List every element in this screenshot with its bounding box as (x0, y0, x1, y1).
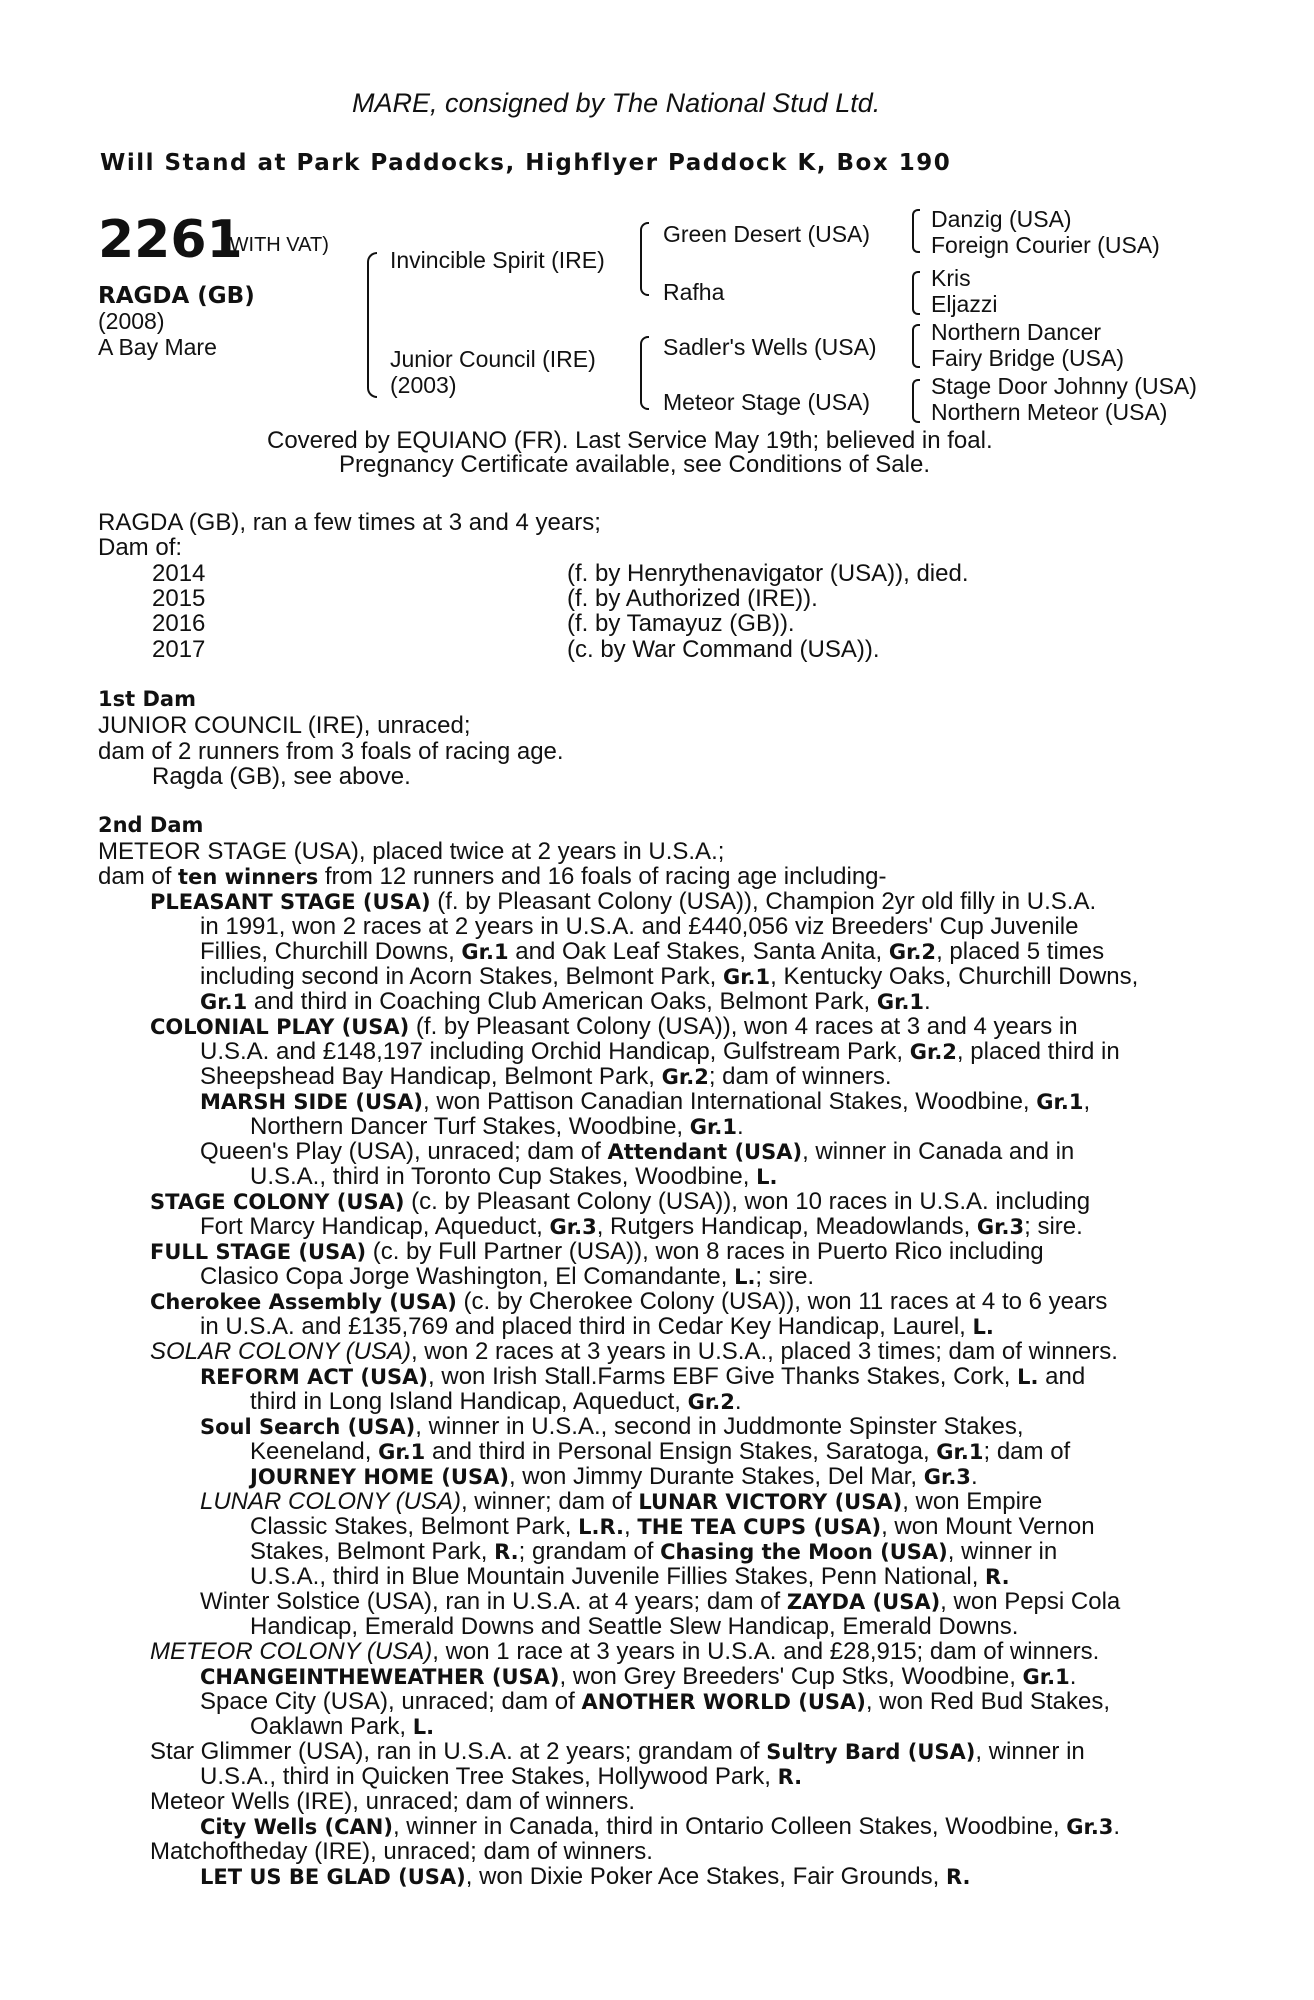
grade: L. (734, 1265, 756, 1289)
grade: Gr.3 (976, 1215, 1025, 1239)
horse-name: RAGDA (GB) (98, 283, 255, 309)
text: . (736, 1113, 744, 1140)
entry-line (200, 1089, 1090, 1115)
horse-name: MARSH SIDE (USA) (200, 1090, 423, 1114)
pedigree-ddd: Northern Meteor (USA) (931, 399, 1168, 425)
horse-name: Chasing the Moon (USA) (660, 1540, 948, 1564)
entry-line (200, 1814, 1120, 1840)
horse-name: PLEASANT STAGE (USA) (150, 890, 431, 914)
text: . (734, 1388, 742, 1415)
horse-name: Sultry Bard (USA) (766, 1740, 976, 1764)
produce-year: 2015 (152, 585, 206, 612)
entry-line (250, 1514, 1095, 1540)
horse-name: LUNAR VICTORY (USA) (638, 1490, 903, 1514)
text: , placed third in (956, 1038, 1120, 1065)
entry-line (150, 889, 1096, 915)
entry-line (150, 1239, 1044, 1265)
pedigree-sire: Invincible Spirit (IRE) (390, 247, 605, 273)
entry-line (250, 1439, 1070, 1465)
pedigree-brace-3b (912, 271, 920, 315)
pregnancy-line: Pregnancy Certificate available, see Conditions of Sale. (339, 451, 930, 478)
text: and Oak Leaf Stakes, Santa Anita, (508, 938, 889, 965)
pedigree-ssd: Foreign Courier (USA) (931, 232, 1160, 258)
entry-line (250, 1539, 1057, 1565)
text: , winner in Canada, third in Ontario Colleen Stakes, Woodbine, (392, 1813, 1067, 1840)
entry-line (250, 1714, 434, 1740)
text: , won Red Bud Stakes, (865, 1688, 1110, 1715)
entry-line (200, 1139, 1074, 1165)
text: , placed 5 times (936, 938, 1105, 965)
text: (c. by Pleasant Colony (USA)), won 10 races in U.S.A. including (404, 1188, 1091, 1215)
grade: R. (494, 1540, 519, 1564)
stand-location: Will Stand at Park Paddocks, Highflyer Paddock K, Box 190 (100, 150, 952, 176)
pedigree-dam-sire: Sadler's Wells (USA) (663, 334, 877, 360)
text: (f. by Pleasant Colony (USA)), won 4 races at 3 and 4 years in (409, 1013, 1078, 1040)
entry-line (200, 1314, 994, 1340)
text: , Kentucky Oaks, Churchill Downs, (770, 963, 1139, 990)
horse-name: ANOTHER WORLD (USA) (581, 1690, 866, 1714)
text: U.S.A. and £148,197 including Orchid Handicap, Gulfstream Park, (200, 1038, 910, 1065)
grade: Gr.1 (689, 1115, 737, 1139)
grade: Gr.1 (722, 965, 771, 989)
grade: Gr.2 (661, 1065, 709, 1089)
second-dam-line: METEOR STAGE (USA), placed twice at 2 years in U.S.A.; (98, 838, 725, 865)
entry-line (200, 1764, 802, 1790)
text: , (1083, 1088, 1091, 1115)
vat-label: (WITH VAT) (223, 234, 329, 256)
text: ; sire. (755, 1263, 815, 1290)
grade: L. (756, 1165, 778, 1189)
grade: Gr.2 (909, 1040, 957, 1064)
text: U.S.A., third in Toronto Cup Stakes, Woodbine, (250, 1163, 757, 1190)
text: Keeneland, (250, 1438, 379, 1465)
entry-line (250, 1389, 742, 1415)
grade: Gr.1 (936, 1440, 984, 1464)
first-dam-line: dam of 2 runners from 3 foals of racing age. (98, 738, 564, 765)
entry-line (200, 1489, 1042, 1515)
pedigree-brace-dam (640, 336, 649, 410)
text: , won 1 race at 3 years in U.S.A. and £28,915; dam of winners. (432, 1638, 1100, 1665)
text: ; dam of winners. (708, 1063, 892, 1090)
entry-line: Handicap, Emerald Downs and Seattle Slew Handicap, Emerald Downs. (250, 1613, 1019, 1640)
produce-year: 2016 (152, 610, 206, 637)
text: and third in Personal Ensign Stakes, Saratoga, (425, 1438, 937, 1465)
entry-line (150, 1739, 1085, 1765)
text: Classic Stakes, Belmont Park, (250, 1513, 579, 1540)
first-dam-heading: 1st Dam (98, 687, 196, 711)
pedigree-sss: Danzig (USA) (931, 206, 1072, 232)
text: , won Empire (902, 1488, 1043, 1515)
entry-line (150, 1014, 1078, 1040)
text: , won Mount Vernon (881, 1513, 1095, 1540)
text: Fort Marcy Handicap, Aqueduct, (200, 1213, 550, 1240)
text: . (970, 1463, 978, 1490)
grade: Gr.1 (1022, 1665, 1070, 1689)
grade: Gr.1 (1036, 1090, 1084, 1114)
text: (f. by Pleasant Colony (USA)), Champion 2yr old filly in U.S.A. (430, 888, 1097, 915)
horse-name: REFORM ACT (USA) (200, 1365, 429, 1389)
pedigree-sds: Kris (931, 265, 971, 291)
text: Sheepshead Bay Handicap, Belmont Park, (200, 1063, 662, 1090)
horse-name: Soul Search (USA) (200, 1415, 416, 1439)
produce-text: (f. by Henrythenavigator (USA)), died. (567, 560, 969, 587)
entry-line (200, 1864, 971, 1890)
first-dam-line: JUNIOR COUNCIL (IRE), unraced; (98, 712, 471, 739)
entry-line (200, 1264, 814, 1290)
text: , won Pepsi Cola (940, 1588, 1121, 1615)
entry-line (250, 1164, 777, 1190)
entry-line (150, 1639, 1099, 1664)
text: , winner in Canada and in (802, 1138, 1075, 1165)
horse-year: (2008) (98, 308, 165, 334)
grade: R. (777, 1765, 803, 1789)
grade: Gr.1 (378, 1440, 426, 1464)
text: Space City (USA), unraced; dam of (200, 1688, 582, 1715)
entry-line (150, 1289, 1107, 1315)
grade: R. (945, 1865, 971, 1889)
entry-line (200, 939, 1104, 965)
text: Stakes, Belmont Park, (250, 1538, 495, 1565)
text: , won Jimmy Durante Stakes, Del Mar, (508, 1463, 924, 1490)
entry-line (200, 1689, 1110, 1715)
text: (c. by Cherokee Colony (USA)), won 11 races at 4 to 6 years (456, 1288, 1108, 1315)
grade: Gr.2 (888, 940, 937, 964)
text: . (1113, 1813, 1121, 1840)
text: , won Irish Stall.Farms EBF Give Thanks Stakes, Cork, (428, 1363, 1018, 1390)
text: , winner in (947, 1538, 1058, 1565)
produce-text: (f. by Authorized (IRE)). (567, 585, 818, 612)
covered-line: Covered by EQUIANO (FR). Last Service May 19th; believed in foal. (267, 427, 993, 454)
pedigree-dam-dam: Meteor Stage (USA) (663, 389, 871, 415)
second-dam-line (98, 864, 887, 890)
text: , (624, 1513, 638, 1540)
second-dam-heading: 2nd Dam (98, 813, 204, 837)
text: (c. by Full Partner (USA)), won 8 races in Puerto Rico including (366, 1238, 1044, 1265)
pedigree-dam-year: (2003) (390, 372, 457, 398)
horse-name: METEOR COLONY (USA) (150, 1638, 433, 1665)
text: ; sire. (1024, 1213, 1083, 1240)
pedigree-brace-3a (912, 209, 920, 253)
text: . (1069, 1663, 1077, 1690)
text: , won 2 races at 3 years in U.S.A., placed 3 times; dam of winners. (410, 1338, 1118, 1365)
entry-line: Matchoftheday (IRE), unraced; dam of winners. (150, 1838, 653, 1865)
entry-line (200, 1664, 1076, 1690)
horse-name: Attendant (USA) (607, 1140, 803, 1164)
horse-name: LET US BE GLAD (USA) (200, 1865, 466, 1889)
horse-name: JOURNEY HOME (USA) (250, 1465, 509, 1489)
pedigree-brace-sire (640, 222, 649, 296)
pedigree-dss: Northern Dancer (931, 319, 1102, 345)
text: U.S.A., third in Blue Mountain Juvenile Fillies Stakes, Penn National, (250, 1563, 986, 1590)
entry-line: Meteor Wells (IRE), unraced; dam of winners. (150, 1788, 636, 1815)
text: , won Dixie Poker Ace Stakes, Fair Grounds, (465, 1863, 946, 1890)
first-dam-line: Ragda (GB), see above. (152, 763, 411, 790)
text: , Rutgers Handicap, Meadowlands, (596, 1213, 977, 1240)
text: Star Glimmer (USA), ran in U.S.A. at 2 years; grandam of (150, 1738, 767, 1765)
pedigree-sire-dam: Rafha (663, 279, 725, 305)
pedigree-dam: Junior Council (IRE) (390, 346, 596, 372)
entry-line (150, 1339, 1118, 1364)
pedigree-brace-3c (912, 324, 920, 368)
lot-number: 2261 (98, 210, 243, 270)
text: including second in Acorn Stakes, Belmont Park, (200, 963, 723, 990)
text: Queen's Play (USA), unraced; dam of (200, 1138, 608, 1165)
horse-name: ZAYDA (USA) (786, 1590, 941, 1614)
grade: Gr.3 (549, 1215, 597, 1239)
text: Northern Dancer Turf Stakes, Woodbine, (250, 1113, 690, 1140)
entry-line (200, 1414, 1024, 1440)
grade: Gr.3 (923, 1465, 971, 1489)
pedigree-sire-sire: Green Desert (USA) (663, 221, 871, 247)
entry-line (200, 1589, 1120, 1615)
text: from 12 runners and 16 foals of racing age including- (318, 863, 887, 890)
text: and third in Coaching Club American Oaks, Belmont Park, (247, 988, 877, 1015)
horse-name: SOLAR COLONY (USA) (150, 1338, 411, 1365)
horse-name: THE TEA CUPS (USA) (637, 1515, 882, 1539)
grade: Gr.2 (687, 1390, 735, 1414)
entry-line (200, 989, 931, 1015)
grade: Gr.1 (200, 990, 248, 1014)
produce-text: (f. by Tamayuz (GB)). (567, 610, 795, 637)
grade: L. (1017, 1365, 1039, 1389)
entry-line (200, 964, 1138, 990)
text: ; grandam of (518, 1538, 661, 1565)
horse-description: A Bay Mare (98, 334, 217, 360)
grade: Gr.1 (461, 940, 509, 964)
produce-intro: RAGDA (GB), ran a few times at 3 and 4 years; (98, 509, 601, 536)
entry-line (200, 1039, 1120, 1065)
horse-name: FULL STAGE (USA) (150, 1240, 367, 1264)
entry-line (200, 1364, 1085, 1390)
pedigree-dds: Stage Door Johnny (USA) (931, 373, 1197, 399)
entry-line (150, 1189, 1090, 1215)
text: . (924, 988, 931, 1015)
grade: L. (972, 1315, 994, 1339)
ten-winners: ten winners (178, 865, 319, 889)
entry-line (200, 1214, 1083, 1240)
grade: L.R. (578, 1515, 625, 1539)
text: Oaklawn Park, (250, 1713, 413, 1740)
text: and (1038, 1363, 1086, 1390)
grade: R. (985, 1565, 1010, 1589)
horse-name: CHANGEINTHEWEATHER (USA) (200, 1665, 560, 1689)
text: ; dam of (983, 1438, 1071, 1465)
horse-name: LUNAR COLONY (USA) (200, 1488, 461, 1515)
horse-name: Cherokee Assembly (USA) (150, 1290, 457, 1314)
horse-name: City Wells (CAN) (200, 1815, 393, 1839)
entry-line: in 1991, won 2 races at 2 years in U.S.A. and £440,056 viz Breeders' Cup Juvenile (200, 913, 1079, 940)
entry-line (250, 1564, 1010, 1590)
pedigree-brace-main (367, 252, 377, 398)
consignor-line: MARE, consigned by The National Stud Ltd. (352, 88, 881, 118)
horse-name: STAGE COLONY (USA) (150, 1190, 405, 1214)
pedigree-dsd: Fairy Bridge (USA) (931, 345, 1124, 371)
produce-text: (c. by War Command (USA)). (567, 636, 880, 663)
grade: Gr.3 (1066, 1815, 1114, 1839)
text: , winner in U.S.A., second in Juddmonte Spinster Stakes, (415, 1413, 1024, 1440)
horse-name: COLONIAL PLAY (USA) (150, 1015, 410, 1039)
text: dam of (98, 863, 179, 890)
produce-year: 2017 (152, 636, 206, 663)
grade: Gr.1 (876, 990, 925, 1014)
entry-line (200, 1064, 892, 1090)
grade: L. (412, 1715, 435, 1739)
text: Winter Solstice (USA), ran in U.S.A. at 4 years; dam of (200, 1588, 787, 1615)
text: , won Pattison Canadian International Stakes, Woodbine, (422, 1088, 1037, 1115)
text: third in Long Island Handicap, Aqueduct, (250, 1388, 688, 1415)
produce-dam-of: Dam of: (98, 534, 183, 561)
text: Clasico Copa Jorge Washington, El Comandante, (200, 1263, 735, 1290)
text: in U.S.A. and £135,769 and placed third in Cedar Key Handicap, Laurel, (200, 1313, 973, 1340)
pedigree-brace-3d (912, 379, 920, 423)
text: Fillies, Churchill Downs, (200, 938, 462, 965)
text: , winner in (975, 1738, 1085, 1765)
produce-year: 2014 (152, 560, 206, 587)
pedigree-sdd: Eljazzi (931, 291, 998, 317)
text: , winner; dam of (460, 1488, 639, 1515)
entry-line (250, 1114, 744, 1140)
entry-line (250, 1464, 978, 1490)
text: U.S.A., third in Quicken Tree Stakes, Hollywood Park, (200, 1763, 778, 1790)
text: , won Grey Breeders' Cup Stks, Woodbine, (559, 1663, 1023, 1690)
